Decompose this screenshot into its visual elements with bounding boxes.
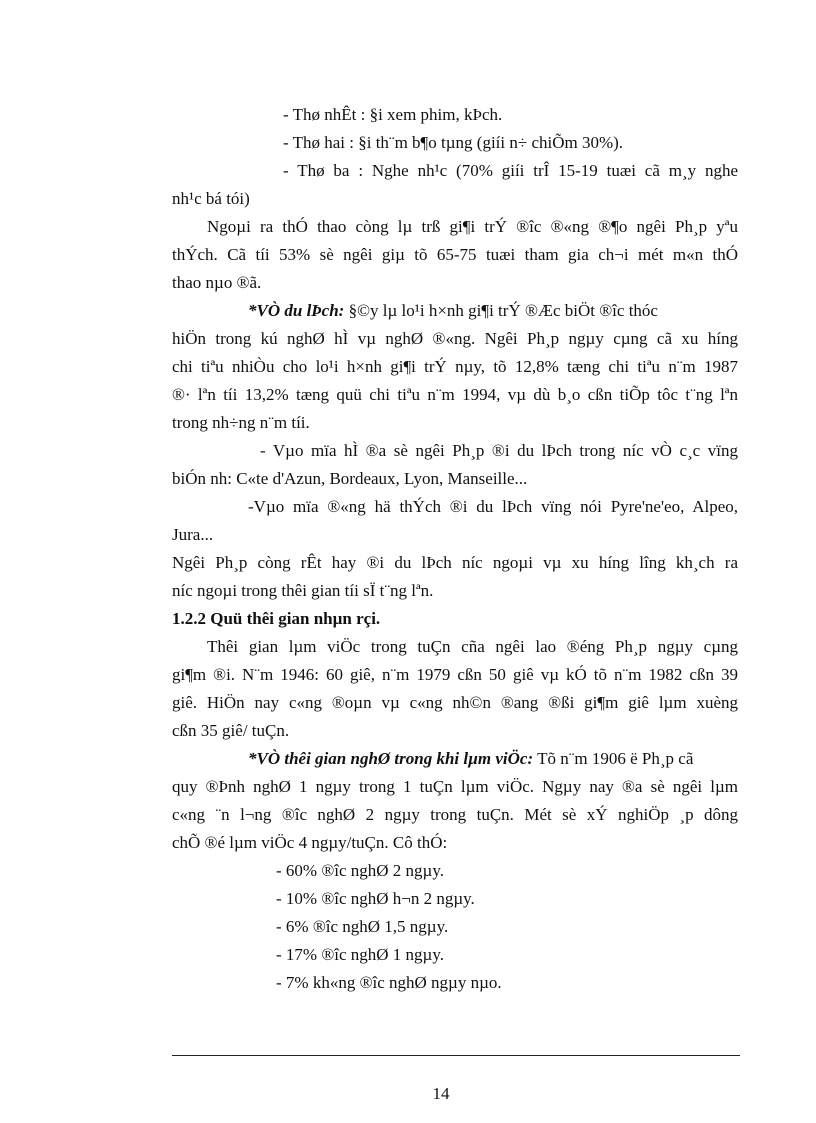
- page-number: 14: [432, 1084, 450, 1103]
- paragraph-line: hiÖn trong kú nghØ hÌ vµ nghØ ®«ng. Ngêi Ph¸p ngµy cµng cã xu híng: [172, 329, 738, 348]
- paragraph-line: giê. HiÖn nay c«ng ®oµn vµ c«ng nh©n ®ang ®ßi gi¶m giê lµm xuèng: [172, 693, 738, 712]
- list-item: - 60% ®îc nghØ 2 ngµy.: [276, 861, 444, 880]
- list-item: - 7% kh«ng ®îc nghØ ngµy nµo.: [276, 973, 502, 992]
- paragraph-line: Ngêi Ph¸p còng rÊt hay ®i du lÞch níc ngoµi vµ xu híng lîng kh¸ch ra: [172, 553, 738, 572]
- paragraph-line: quy ®Þnh nghØ 1 ngµy trong 1 tuÇn lµm viÖc. Ngµy nay ®a sè ngêi lµm: [172, 777, 738, 796]
- paragraph-line: thao nµo ®ã.: [172, 273, 262, 292]
- travel-text: §©y lµ lo¹i h×nh gi¶i trÝ ®Æc biÖt ®îc thóc: [348, 301, 658, 320]
- paragraph-line: gi¶m ®i. N¨m 1946: 60 giê, n¨m 1979 cßn 50 giê vµ kÓ tõ n¨m 1982 cßn 39: [172, 665, 738, 684]
- paragraph-line: ®· lªn tíi 13,2% tæng quü chi tiªu n¨m 1994, vµ dù b¸o cßn tiÕp tôc t¨ng lªn: [172, 385, 738, 404]
- footer-divider: [172, 1055, 740, 1056]
- paragraph-line: cßn 35 giê/ tuÇn.: [172, 721, 290, 740]
- rest-text: Tõ n¨m 1906 ë Ph¸p cã: [537, 749, 694, 768]
- paragraph-line: níc ngoµi trong thêi gian tíi sÏ t¨ng lªn.: [172, 581, 434, 600]
- paragraph-line: -Vµo mïa ®«ng hä thÝch ®i du lÞch vïng nói Pyre'ne'eo, Alpeo,: [248, 497, 738, 516]
- list-item: - Thø nhÊt : §i xem phim, kÞch.: [283, 105, 503, 124]
- list-item: - 6% ®îc nghØ 1,5 ngµy.: [276, 917, 449, 936]
- paragraph-line: Thêi gian lµm viÖc trong tuÇn cña ngêi lao ®éng Ph¸p ngµy cµng: [207, 637, 738, 656]
- paragraph-line: chÕ ®é lµm viÖc 4 ngµy/tuÇn. Cô thÓ:: [172, 833, 448, 852]
- paragraph-line: chi tiªu nhiÒu cho lo¹i h×nh gi¶i trÝ nµy, tõ 12,8% tæng chi tiªu n¨m 1987: [172, 357, 738, 376]
- paragraph-line: Jura...: [172, 525, 214, 544]
- paragraph-line: - Vµo mïa hÌ ®a sè ngêi Ph¸p ®i du lÞch trong níc vÒ c¸c vïng: [260, 441, 738, 460]
- section-heading: 1.2.2 Quü thêi gian nhµn rçi.: [172, 609, 381, 628]
- paragraph-line: c«ng ¨n l¬ng ®îc nghØ 2 ngµy trong tuÇn. Mét sè xÝ nghiÖp ¸p dông: [172, 805, 738, 824]
- travel-emphasis: *VÒ du lÞch:: [248, 301, 345, 320]
- paragraph-line: thÝch. Cã tíi 53% sè ngêi giµ tõ 65-75 tuæi tham gia ch¬i mét m«n thÓ: [172, 245, 738, 264]
- paragraph-line: trong nh÷ng n¨m tíi.: [172, 413, 310, 432]
- paragraph-line: biÓn nh: C«te d'Azun, Bordeaux, Lyon, Manseille...: [172, 469, 528, 488]
- rest-emphasis: *VÒ thêi gian nghØ trong khi lµm viÖc:: [248, 749, 534, 768]
- paragraph-line: [248, 749, 693, 769]
- paragraph-line: Ngoµi ra thÓ thao còng lµ trß gi¶i trÝ ®îc ®«ng ®¶o ngêi Ph¸p yªu: [207, 217, 738, 236]
- list-item: - 10% ®îc nghØ h¬n 2 ngµy.: [276, 889, 475, 908]
- paragraph-line: nh¹c bá tói): [172, 189, 250, 208]
- list-item: - 17% ®îc nghØ 1 ngµy.: [276, 945, 444, 964]
- list-item: - Thø hai : §i th¨m b¶o tµng (giíi n÷ chiÕm 30%).: [283, 133, 624, 152]
- list-item: - Thø ba : Nghe nh¹c (70% giíi trÎ 15-19 tuæi cã m¸y nghe: [283, 161, 738, 180]
- paragraph-line: [248, 301, 738, 321]
